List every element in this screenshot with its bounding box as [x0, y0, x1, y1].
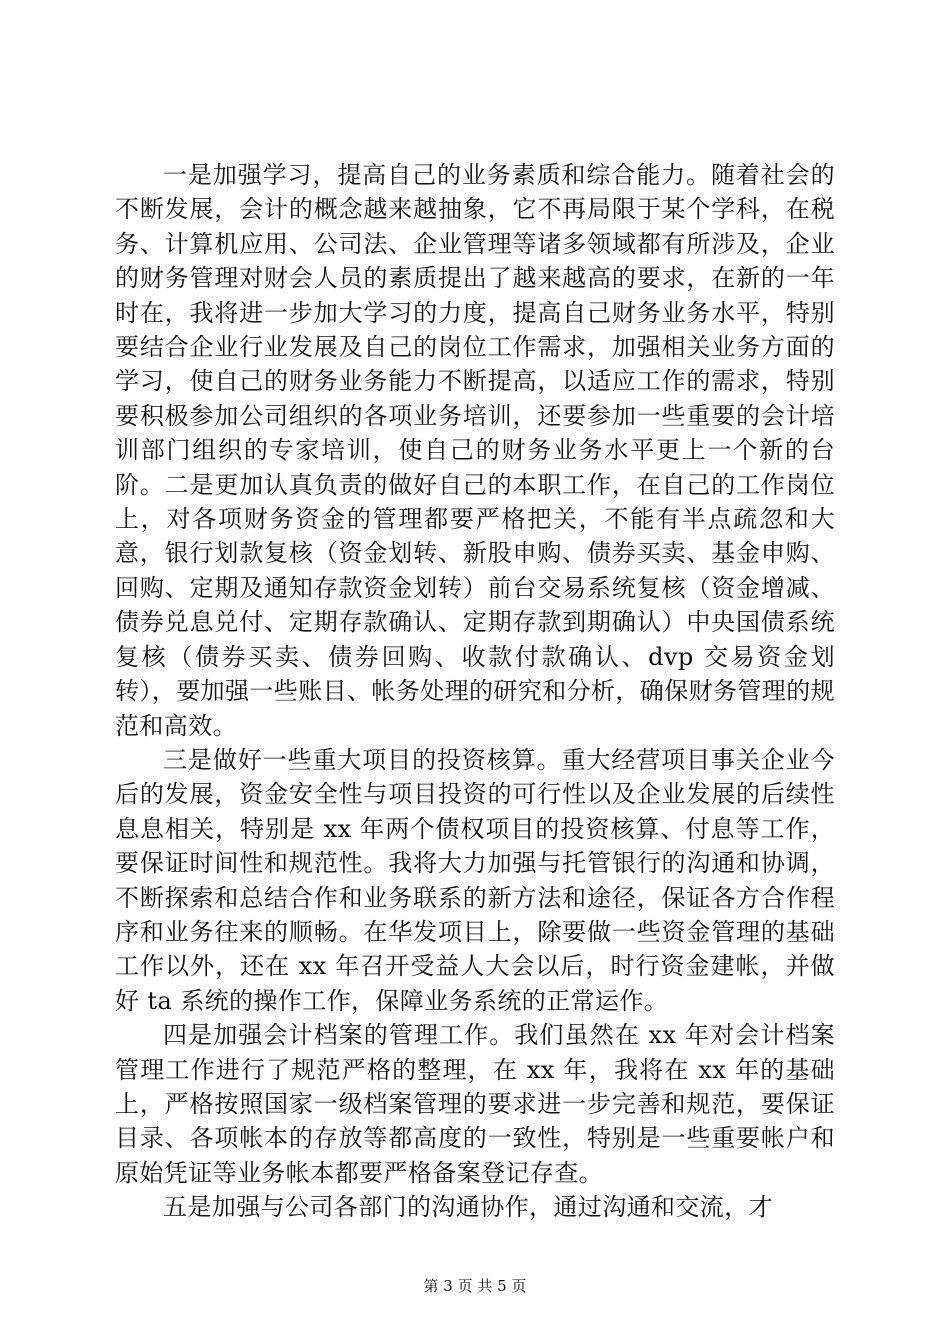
- paragraph-4: 五是加强与公司各部门的沟通协作，通过沟通和交流，才: [163, 1193, 773, 1222]
- paragraph-2: 三是做好一些重大项目的投资核算。重大经营项目事关企业今后的发展，资金安全性与项目投资的可行性以及企业发展的后续性息息相关，特别是 xx 年两个债权项目的投资核算、付息等工作，要保证时间性和规范性。我将大力加强与托管银行的沟通和协调，不断探索和总结合作和业务联系的新方法和途径，保证各方合作程序和业务往来的顺畅。在华发项目上，除要做一些资金管理的基础工作以外，还在 xx 年召开受益人大会以后，时行资金建帐，并做好 ta 系统的操作工作，保障业务系统的正常运作。: [115, 745, 835, 1015]
- page-footer: 第 3 页 共 5 页: [423, 1277, 527, 1295]
- body-text: [115, 158, 835, 1225]
- paragraph-1: 一是加强学习，提高自己的业务素质和综合能力。随着社会的不断发展，会计的概念越来越抽象，它不再局限于某个学科，在税务、计算机应用、公司法、企业管理等诸多领域都有所涉及，企业的财务管理对财会人员的素质提出了越来越高的要求，在新的一年时在，我将进一步加大学习的力度，提高自己财务业务水平，特别要结合企业行业发展及自己的岗位工作需求，加强相关业务方面的学习，使自己的财务业务能力不断提高，以适应工作的需求，特别要积极参加公司组织的各项业务培训，还要参加一些重要的会计培训部门组织的专家培训，使自己的财务业务水平更上一个新的台阶。二是更加认真负责的做好自己的本职工作，在自己的工作岗位上，对各项财务资金的管理都要严格把关，不能有半点疏忽和大意，银行划款复核（资金划转、新股申购、债券买卖、基金申购、回购、定期及通知存款资金划转）前台交易系统复核（资金增减、债券兑息兑付、定期存款确认、定期存款到期确认）中央国债系统复核（债券买卖、债券回购、收款付款确认、dvp 交易资金划转），要加强一些账目、帐务处理的研究和分析，确保财务管理的规范和高效。: [115, 161, 835, 740]
- paragraph-3: 四是加强会计档案的管理工作。我们虽然在 xx 年对会计档案管理工作进行了规范严格的整理，在 xx 年，我将在 xx 年的基础上，严格按照国家一级档案管理的要求进一步完善和规范，要保证目录、各项帐本的存放等都高度的一致性，特别是一些重要帐户和原始凭证等业务帐本都要严格备案登记存查。: [115, 1021, 835, 1187]
